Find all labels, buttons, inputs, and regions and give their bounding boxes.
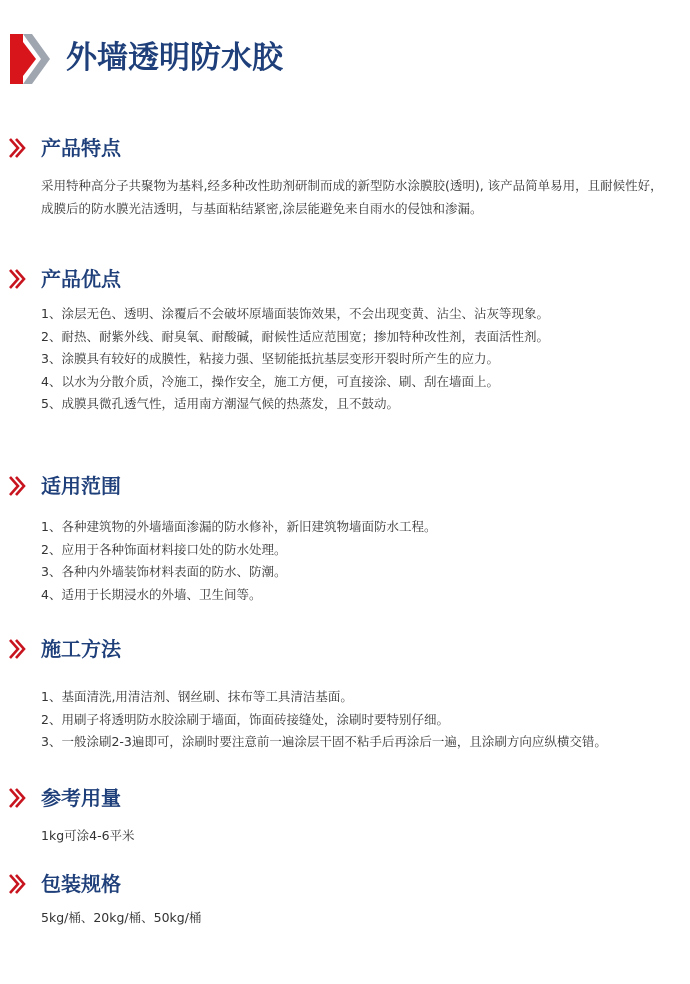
scope-list [41,516,671,606]
section-header [0,634,690,664]
section-title: 产品特点 [41,136,121,160]
section-packaging [0,869,690,925]
list-item: 1、各种建筑物的外墙墙面渗漏的防水修补，新旧建筑物墙面防水工程。 [41,519,437,534]
double-chevron-right-icon [8,638,28,660]
section-advantages [0,264,690,411]
list-item: 2、应用于各种饰面材料接口处的防水处理。 [41,541,287,557]
list-item: 2、耐热、耐紫外线、耐臭氧、耐酸碱，耐候性适应范围宽；掺加特种改性剂，表面活性剂。 [41,328,549,344]
list-item: 4、适用于长期浸水的外墙、卫生间等。 [41,586,262,602]
usage-text: 1kg可涂4-6平米 [41,828,135,843]
section-header [0,264,690,294]
list-item: 5、成膜具微孔透气性，适用南方潮湿气候的热蒸发，且不鼓动。 [41,396,399,411]
packaging-text: 5kg/桶、20kg/桶、50kg/桶 [41,910,202,925]
section-header [0,471,690,501]
list-item: 1、基面清洗,用清洁剂、钢丝刷、抹布等工具清洁基面。 [41,689,353,704]
list-item: 3、涂膜具有较好的成膜性，粘接力强、坚韧能抵抗基层变形开裂时所产生的应力。 [41,351,499,366]
title-bar [10,34,610,84]
section-header [0,783,690,813]
double-chevron-right-icon [8,873,28,895]
section-title: 包装规格 [41,872,121,896]
list-item: 2、用刷子将透明防水胶涂刷于墙面，饰面砖接缝处，涂刷时要特别仔细。 [41,711,449,727]
section-title: 参考用量 [41,786,121,810]
section-usage [0,783,690,843]
list-item: 3、一般涂刷2-3遍即可，涂刷时要注意前一遍涂层干固不粘手后再涂后一遍，且涂刷方向应纵横交错。 [41,734,607,749]
section-features [0,133,690,216]
section-title: 产品优点 [41,267,121,291]
double-chevron-right-icon [8,475,28,497]
red-chevron-logo-icon [10,34,54,84]
page-title: 外墙透明防水胶 [66,40,283,76]
advantages-list [41,303,671,416]
double-chevron-right-icon [8,787,28,809]
list-item: 4、以水为分散介质，冷施工，操作安全，施工方便，可直接涂、刷、刮在墙面上。 [41,373,499,389]
features-text: 采用特种高分子共聚物为基料,经多种改性助剂研制而成的新型防水涂膜胶(透明), 该产品简单易用，且耐候性好，成膜后的防水膜光洁透明，与基面粘结紧密,涂层能避免来自雨水的侵蚀和渗漏。 [41,178,663,216]
section-title: 施工方法 [41,637,121,661]
list-item: 1、涂层无色、透明、涂覆后不会破坏原墙面装饰效果，不会出现变黄、沾尘、沾灰等现象。 [41,306,549,321]
method-list [41,686,671,754]
section-header [0,869,690,899]
section-method [0,634,690,749]
section-header [0,133,690,163]
list-item: 3、各种内外墙装饰材料表面的防水、防潮。 [41,564,287,579]
section-scope [0,471,690,602]
double-chevron-right-icon [8,137,28,159]
double-chevron-right-icon [8,268,28,290]
section-title: 适用范围 [41,474,121,498]
